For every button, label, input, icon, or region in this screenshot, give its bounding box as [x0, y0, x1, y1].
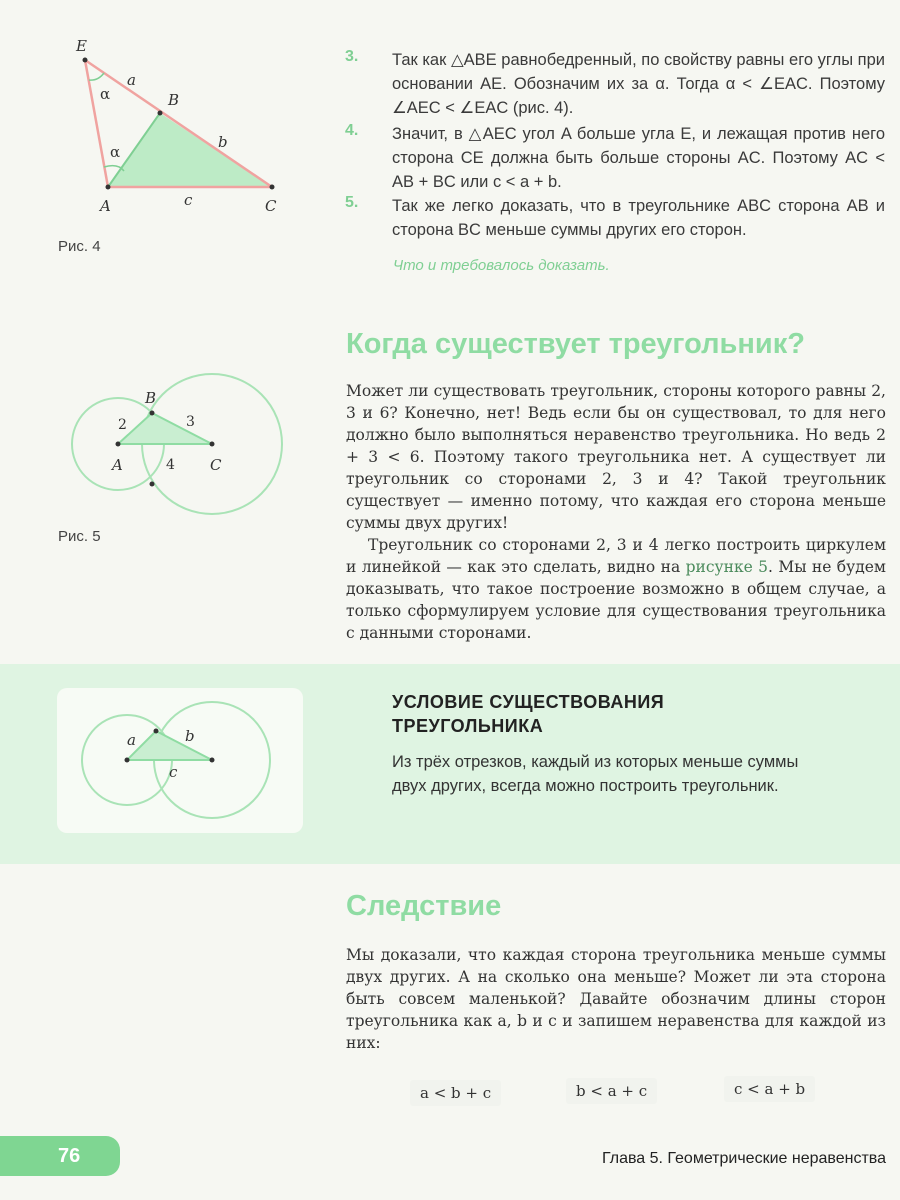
- point-e: [83, 58, 88, 63]
- point-top: [154, 729, 159, 734]
- list-number: 3.: [345, 48, 359, 65]
- figure-5-caption: Рис. 5: [58, 528, 101, 545]
- formula-a: a < b + c: [410, 1080, 501, 1106]
- section1-text: [346, 380, 886, 644]
- rule-figure-box: [57, 688, 303, 833]
- label-side-3: 3: [186, 414, 195, 430]
- list-text: Так как △ABE равнобедренный, по свойству равны его углы при основании AE. Обозначим их за α. Тогда α < ∠EAC. Поэтому ∠AEC < ∠EAC (рис. 4).: [392, 51, 885, 117]
- label-c: c: [169, 763, 178, 781]
- label-c: C: [210, 456, 222, 474]
- list-number: 5.: [345, 194, 359, 211]
- list-item-5: [345, 194, 885, 242]
- point-left: [125, 758, 130, 763]
- list-number: 4.: [345, 122, 359, 139]
- qed-note: Что и требовалось доказать.: [393, 257, 610, 274]
- point-c: [270, 185, 275, 190]
- label-alpha-e: α: [100, 85, 111, 103]
- label-alpha-a: α: [110, 143, 121, 161]
- para2-start: Треугольник со сторонами 2, 3 и 4 легко построить циркулем и линейкой — как это сделать, видно на: [346, 536, 886, 576]
- formula-b: b < a + c: [566, 1078, 657, 1104]
- rule-title-line-2: ТРЕУГОЛЬНИКА: [392, 716, 544, 736]
- list-text: Значит, в △AEC угол A больше угла E, и лежащая против него сторона CE должна быть больше стороны AC. Поэтому AC < AB + BC или c < a + b.: [392, 125, 885, 191]
- label-a: a: [127, 731, 136, 749]
- label-a: A: [100, 197, 111, 215]
- rule-content: [392, 690, 862, 798]
- triangle-234: [118, 413, 212, 444]
- list-text: Так же легко доказать, что в треугольнике ABC сторона AB и сторона BC меньше суммы других его сторон.: [392, 197, 885, 239]
- section2-paragraph: Мы доказали, что каждая сторона треугольника меньше суммы двух других. А на сколько она меньше? Может ли эта сторона быть совсем маленькой? Давайте обозначим длины сторон треугольника как a, b и c и запишем неравенства для каждой из них:: [346, 946, 886, 1052]
- label-side-b: b: [218, 133, 228, 151]
- point-a: [116, 442, 121, 447]
- label-b: b: [185, 727, 195, 745]
- page-number-tab: [0, 1136, 120, 1176]
- point-c: [210, 442, 215, 447]
- section-title-existence: Когда существует треугольник?: [346, 328, 805, 360]
- point-b-alt: [150, 482, 155, 487]
- page-number: 76: [58, 1145, 81, 1167]
- rule-triangle: [127, 731, 212, 760]
- formula-c: c < a + b: [724, 1076, 815, 1102]
- point-b: [158, 111, 163, 116]
- figure-4: [60, 35, 300, 225]
- list-item-4: [345, 122, 885, 194]
- point-right: [210, 758, 215, 763]
- label-c: C: [265, 197, 277, 215]
- rule-text: Из трёх отрезков, каждый из которых меньше суммы двух других, всегда можно построить треугольник.: [392, 753, 799, 795]
- triangle-abc-fill: [108, 113, 272, 187]
- figure-5: [60, 370, 300, 530]
- point-b: [150, 411, 155, 416]
- label-b: B: [168, 91, 180, 109]
- label-side-a: a: [127, 71, 136, 89]
- section1-paragraph-1: Может ли существовать треугольник, стороны которого равны 2, 3 и 6? Конечно, нет! Ведь если бы он существовал, то для него должно было выполняться неравенство треугольника. Но ведь 2 + 3 < 6. Поэтому такого треугольника нет. А существует ли треугольник со сторонами 2, 3 и 4? Такой треугольник существует — именно потому, что каждая его сторона меньше суммы двух других!: [346, 382, 886, 532]
- list-item-3: [345, 48, 885, 120]
- para2-end: . Мы не будем доказывать, что такое построение возможно в общем случае, а только сформулируем условие для существования треугольника с данными сторонами.: [346, 558, 886, 642]
- chapter-title: Глава 5. Геометрические неравенства: [601, 1150, 886, 1167]
- label-side-c: c: [184, 191, 193, 209]
- label-e: E: [76, 37, 87, 55]
- rule-title-line-1: УСЛОВИЕ СУЩЕСТВОВАНИЯ: [392, 692, 665, 712]
- figure-4-drawing: [60, 35, 300, 225]
- section1-paragraph-2: [346, 534, 886, 644]
- label-a: A: [112, 456, 123, 474]
- point-a: [106, 185, 111, 190]
- figure-4-caption: Рис. 4: [58, 238, 101, 255]
- figure-5-drawing: [60, 370, 300, 530]
- angle-arc-e: [89, 73, 104, 80]
- section-title-corollary: Следствие: [346, 890, 502, 922]
- label-side-4: 4: [166, 457, 175, 473]
- label-b: B: [145, 389, 157, 407]
- rule-figure: [57, 688, 303, 833]
- label-side-2: 2: [118, 417, 127, 433]
- figure-5-reference-link[interactable]: рисунке 5: [685, 558, 769, 576]
